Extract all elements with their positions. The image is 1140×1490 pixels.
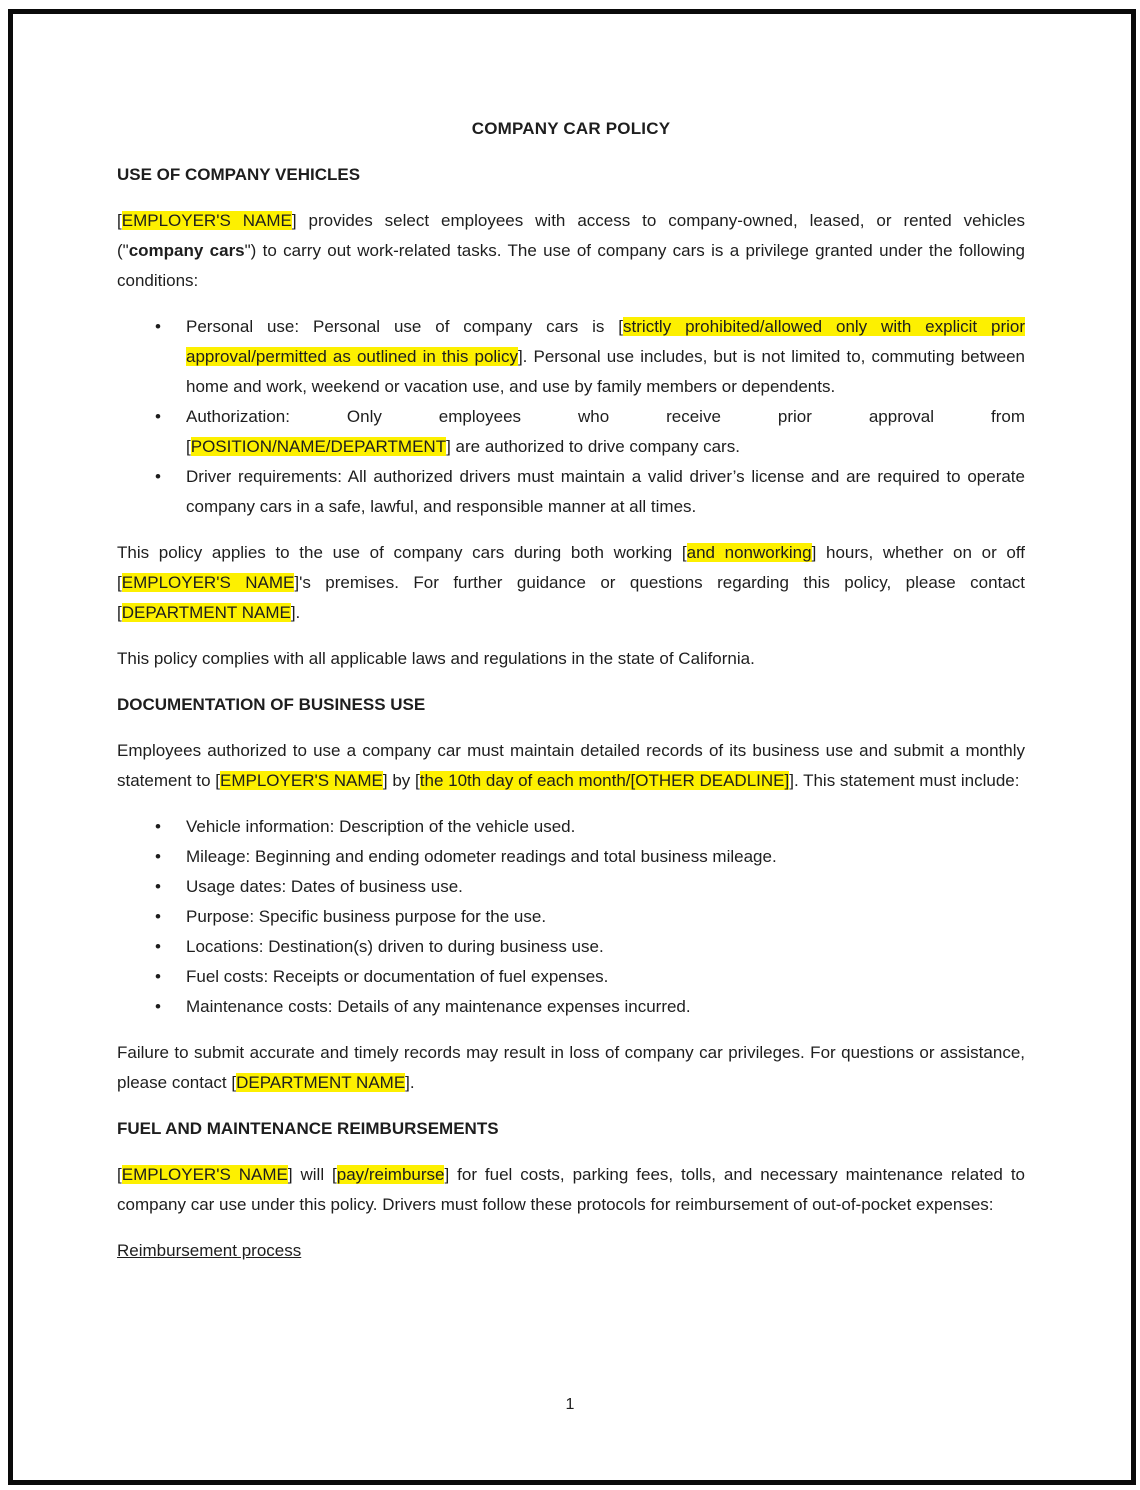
list-item-fuel-costs: • Fuel costs: Receipts or documentation of fuel expenses.: [186, 962, 1025, 992]
section-heading-documentation-of-business-use: DOCUMENTATION OF BUSINESS USE: [117, 695, 426, 714]
subheading-reimbursement-process: Reimbursement process: [117, 1241, 302, 1260]
document-title: COMPANY CAR POLICY: [471, 119, 671, 138]
paragraph-policy-applies: This policy applies to the use of company cars during both working [and nonworking] hours, whether on or off [EMPLOYER'S NAME]'s premises. For further guidance or questions regarding this policy, please contact [DEPARTMENT NAME].: [117, 543, 1026, 622]
footer-page-number: 1: [565, 1396, 575, 1413]
conditions-list: [117, 312, 1025, 522]
statement-items-list: [117, 812, 1025, 1022]
list-item-locations: • Locations: Destination(s) driven to during business use.: [186, 932, 1025, 962]
document-content: [117, 114, 1025, 1282]
paragraph-policy-complies: This policy complies with all applicable laws and regulations in the state of California.: [117, 649, 755, 668]
list-item-maintenance-costs: • Maintenance costs: Details of any maintenance expenses incurred.: [186, 992, 1025, 1022]
paragraph-reimbursements-intro: [EMPLOYER'S NAME] will [pay/reimburse] for fuel costs, parking fees, tolls, and necessary maintenance related to company car use under this policy. Drivers must follow these protocols for reimbursement of out-of-pocket expenses:: [117, 1165, 1025, 1214]
paragraph-documentation-intro: Employees authorized to use a company car must maintain detailed records of its business use and submit a monthly statement to [EMPLOYER'S NAME] by [the 10th day of each month/[OTHER DEADLINE]]. This statement must include:: [117, 741, 1025, 790]
list-item-purpose: • Purpose: Specific business purpose for the use.: [186, 902, 1025, 932]
section-heading-fuel-and-maintenance: FUEL AND MAINTENANCE REIMBURSEMENTS: [117, 1119, 499, 1138]
list-item-driver-requirements: • Driver requirements: All authorized drivers must maintain a valid driver’s license and are required to operate company cars in a safe, lawful, and responsible manner at all times.: [186, 462, 1025, 522]
list-item-mileage: • Mileage: Beginning and ending odometer readings and total business mileage.: [186, 842, 1025, 872]
list-item-usage-dates: • Usage dates: Dates of business use.: [186, 872, 1025, 902]
paragraph-failure-to-submit: Failure to submit accurate and timely records may result in loss of company car privileges. For questions or assistance, please contact [DEPARTMENT NAME].: [117, 1043, 1025, 1092]
paragraph-use-intro: [EMPLOYER'S NAME] provides select employees with access to company-owned, leased, or rented vehicles ("company cars") to carry out work-related tasks. The use of company cars is a privilege granted under the following conditions:: [117, 211, 1025, 290]
list-item-authorization: • Authorization: Only employees who receive prior approval from [POSITION/NAME/DEPARTMENT] are authorized to drive company cars.: [186, 402, 1025, 462]
list-item-personal-use: • Personal use: Personal use of company cars is [strictly prohibited/allowed only with explicit prior approval/permitted as outlined in this policy]. Personal use includes, but is not limited to, commuting between home and work, weekend or vacation use, and use by family members or dependents.: [186, 312, 1025, 402]
section-heading-use-of-company-vehicles: USE OF COMPANY VEHICLES: [117, 165, 361, 184]
list-item-vehicle-information: • Vehicle information: Description of the vehicle used.: [186, 812, 1025, 842]
